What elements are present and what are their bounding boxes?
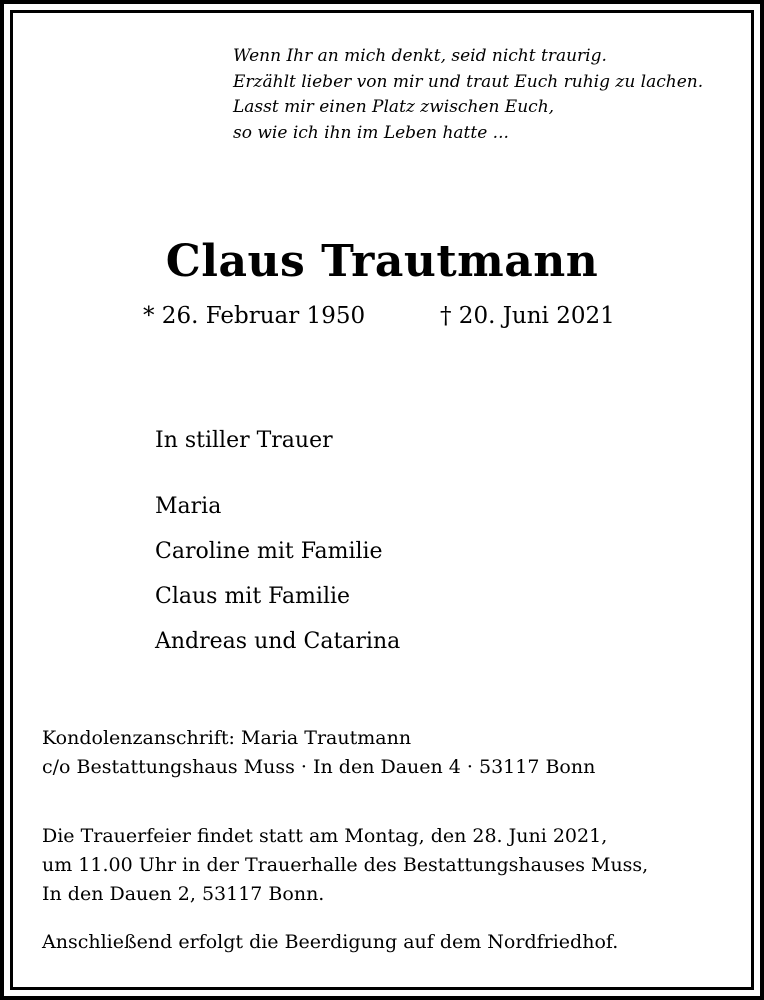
birth-date: * 26. Februar 1950 xyxy=(143,303,366,329)
mourner-name: Caroline mit Familie xyxy=(155,539,383,564)
funeral-info xyxy=(42,822,648,909)
funeral-line: um 11.00 Uhr in der Trauerhalle des Bestattungshauses Muss, xyxy=(42,854,649,876)
mourner-name: Andreas und Catarina xyxy=(155,629,401,654)
poem-line: Lasst mir einen Platz zwischen Euch, xyxy=(233,97,555,117)
funeral-line: In den Dauen 2, 53117 Bonn. xyxy=(42,883,325,905)
mourner-name: Maria xyxy=(155,494,222,519)
poem-line: so wie ich ihn im Leben hatte ... xyxy=(233,122,509,143)
condolence-line: c/o Bestattungshaus Muss · In den Dauen 4 · 53117 Bonn xyxy=(42,756,596,778)
deceased-name: Claus Trautmann xyxy=(165,236,599,287)
mourning-intro: In stiller Trauer xyxy=(155,428,333,453)
condolence-line: Kondolenzanschrift: Maria Trautmann xyxy=(42,727,412,749)
death-date: † 20. Juni 2021 xyxy=(440,303,615,329)
mourner-name: Claus mit Familie xyxy=(155,584,351,609)
poem-line: Erzählt lieber von mir und traut Euch ruhig zu lachen. xyxy=(233,71,704,92)
funeral-line: Die Trauerfeier findet statt am Montag, den 28. Juni 2021, xyxy=(42,825,608,847)
burial-info: Anschließend erfolgt die Beerdigung auf dem Nordfriedhof. xyxy=(42,931,619,953)
mourner-list xyxy=(155,484,400,664)
poem-line: Wenn Ihr an mich denkt, seid nicht traurig. xyxy=(233,46,607,66)
condolence-address xyxy=(42,724,595,782)
poem xyxy=(233,44,703,146)
